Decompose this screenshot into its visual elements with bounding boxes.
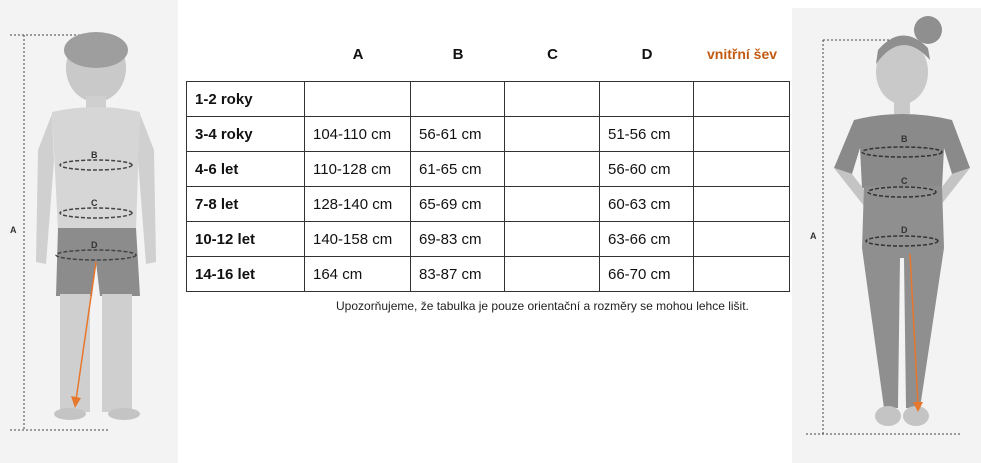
table-cell: 110-128 cm: [305, 152, 411, 187]
header-b: B: [452, 46, 464, 63]
table-cell: [305, 82, 411, 117]
header-d: D: [641, 46, 653, 63]
label-a: A: [810, 231, 817, 241]
table-row: [187, 152, 790, 187]
table-cell: [694, 82, 790, 117]
label-d: D: [91, 240, 98, 250]
label-a: A: [10, 225, 17, 235]
table-row: [187, 187, 790, 222]
table-cell: 128-140 cm: [305, 187, 411, 222]
table-cell: 60-63 cm: [600, 187, 694, 222]
header-inseam: vnitřní šev: [706, 46, 778, 62]
table-cell: 51-56 cm: [600, 117, 694, 152]
row-label: 14-16 let: [187, 257, 305, 292]
table-cell: 69-83 cm: [411, 222, 505, 257]
table-cell: [505, 117, 600, 152]
girl-measurement-figure: [792, 8, 981, 463]
table-cell: 56-61 cm: [411, 117, 505, 152]
row-label: 1-2 roky: [187, 82, 305, 117]
girl-silhouette: [792, 8, 981, 463]
table-cell: [694, 187, 790, 222]
row-label: 10-12 let: [187, 222, 305, 257]
label-b: B: [901, 134, 908, 144]
table-cell: [694, 222, 790, 257]
boy-silhouette: [0, 0, 178, 463]
row-label: 3-4 roky: [187, 117, 305, 152]
table-cell: 61-65 cm: [411, 152, 505, 187]
table-cell: [505, 152, 600, 187]
header-a: A: [352, 46, 364, 63]
row-label: 4-6 let: [187, 152, 305, 187]
table-row: [187, 222, 790, 257]
table-cell: [694, 152, 790, 187]
table-row: [187, 257, 790, 292]
table-row: [187, 117, 790, 152]
disclaimer-note: Upozorňujeme, že tabulka je pouze orientační a rozměry se mohou lehce lišit.: [336, 299, 749, 313]
table-cell: [505, 222, 600, 257]
table-cell: 104-110 cm: [305, 117, 411, 152]
row-label: 7-8 let: [187, 187, 305, 222]
table-cell: [505, 257, 600, 292]
label-c: C: [91, 198, 98, 208]
table-cell: 83-87 cm: [411, 257, 505, 292]
table-cell: [505, 82, 600, 117]
table-cell: [694, 257, 790, 292]
label-c: C: [901, 176, 908, 186]
table-cell: 65-69 cm: [411, 187, 505, 222]
label-d: D: [901, 225, 908, 235]
table-row: [187, 82, 790, 117]
table-cell: [694, 117, 790, 152]
boy-measurement-figure: [0, 0, 178, 463]
table-cell: 56-60 cm: [600, 152, 694, 187]
label-b: B: [91, 150, 98, 160]
header-c: C: [547, 46, 558, 63]
table-cell: [505, 187, 600, 222]
table-cell: 140-158 cm: [305, 222, 411, 257]
table-cell: [600, 82, 694, 117]
table-cell: 63-66 cm: [600, 222, 694, 257]
table-cell: [411, 82, 505, 117]
table-cell: 66-70 cm: [600, 257, 694, 292]
table-cell: 164 cm: [305, 257, 411, 292]
size-table: [186, 81, 790, 292]
